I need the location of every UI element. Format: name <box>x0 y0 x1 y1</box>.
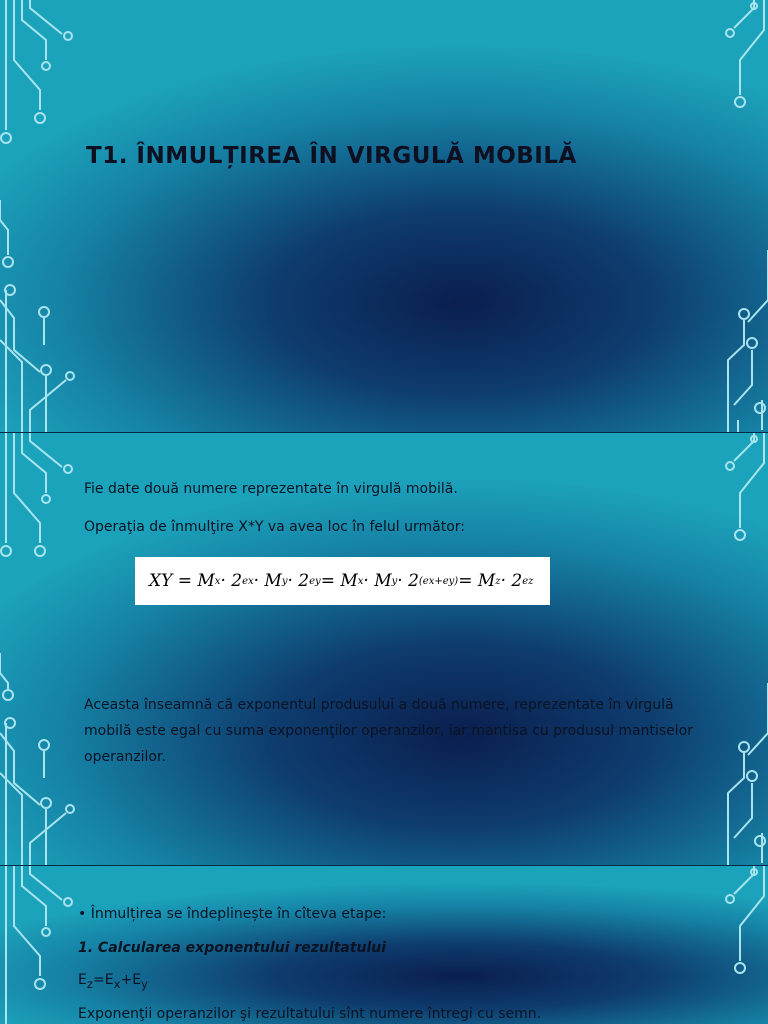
formula-sub: y <box>391 575 398 587</box>
slide-3 <box>0 866 768 1024</box>
exponent-equation <box>78 972 148 991</box>
formula-part: · 2 <box>287 571 310 591</box>
formula-sup: ex <box>242 575 254 587</box>
formula-part: = M <box>458 571 496 591</box>
explanation-paragraph: Aceasta înseamnă că exponentul produsului a două numere, reprezentate în virgulă mobilă este egal cu suma exponenţilor operanzilor, iar mantisa cu produsul mantiselor operanzilor. <box>84 697 693 765</box>
step-1-heading: 1. Calcularea exponentului rezultatului <box>78 940 387 956</box>
eq-sub: z <box>86 976 93 991</box>
exponents-note: Exponenţii operanzilor şi rezultatului sînt numere întregi cu semn. <box>78 1006 542 1022</box>
eq-part: +E <box>120 972 142 988</box>
circuit-decoration-right <box>688 433 768 865</box>
eq-sub: x <box>113 976 121 991</box>
multiplication-formula <box>135 557 550 605</box>
eq-part: =E <box>92 972 114 988</box>
formula-sub: y <box>281 575 288 587</box>
eq-part: E <box>78 972 87 988</box>
formula-part: XY = M <box>149 571 215 591</box>
intro-line: Fie date două numere reprezentate în virgulă mobilă. <box>84 481 458 497</box>
formula-part: · 2 <box>500 571 523 591</box>
circuit-decoration-left <box>0 433 80 865</box>
formula-sub: x <box>214 575 221 587</box>
formula-sup: ez <box>522 575 534 587</box>
formula-part: · M <box>253 571 282 591</box>
formula-part: · 2 <box>397 571 419 591</box>
eq-sub: y <box>141 976 148 991</box>
formula-sup: (ex+ey) <box>418 575 459 587</box>
slide-2 <box>0 433 768 865</box>
formula-sup: ey <box>309 575 321 587</box>
circuit-decoration-left <box>0 0 80 432</box>
formula-part: = M <box>320 571 358 591</box>
slide-1 <box>0 0 768 432</box>
circuit-decoration-right <box>688 0 768 432</box>
formula-sub: z <box>495 575 501 587</box>
formula-part: · M <box>363 571 392 591</box>
operation-line: Operaţia de înmulţire X*Y va avea loc în felul următor: <box>84 519 466 535</box>
bullet-steps: • Înmulțirea se îndeplinește în cîteva etape: <box>78 906 387 922</box>
formula-part: · 2 <box>220 571 243 591</box>
circuit-decoration-left <box>0 866 80 1024</box>
formula-sub: x <box>357 575 364 587</box>
circuit-decoration-right <box>688 866 768 1024</box>
slide-title: T1. ÎNMULȚIREA ÎN VIRGULĂ MOBILĂ <box>86 143 577 169</box>
